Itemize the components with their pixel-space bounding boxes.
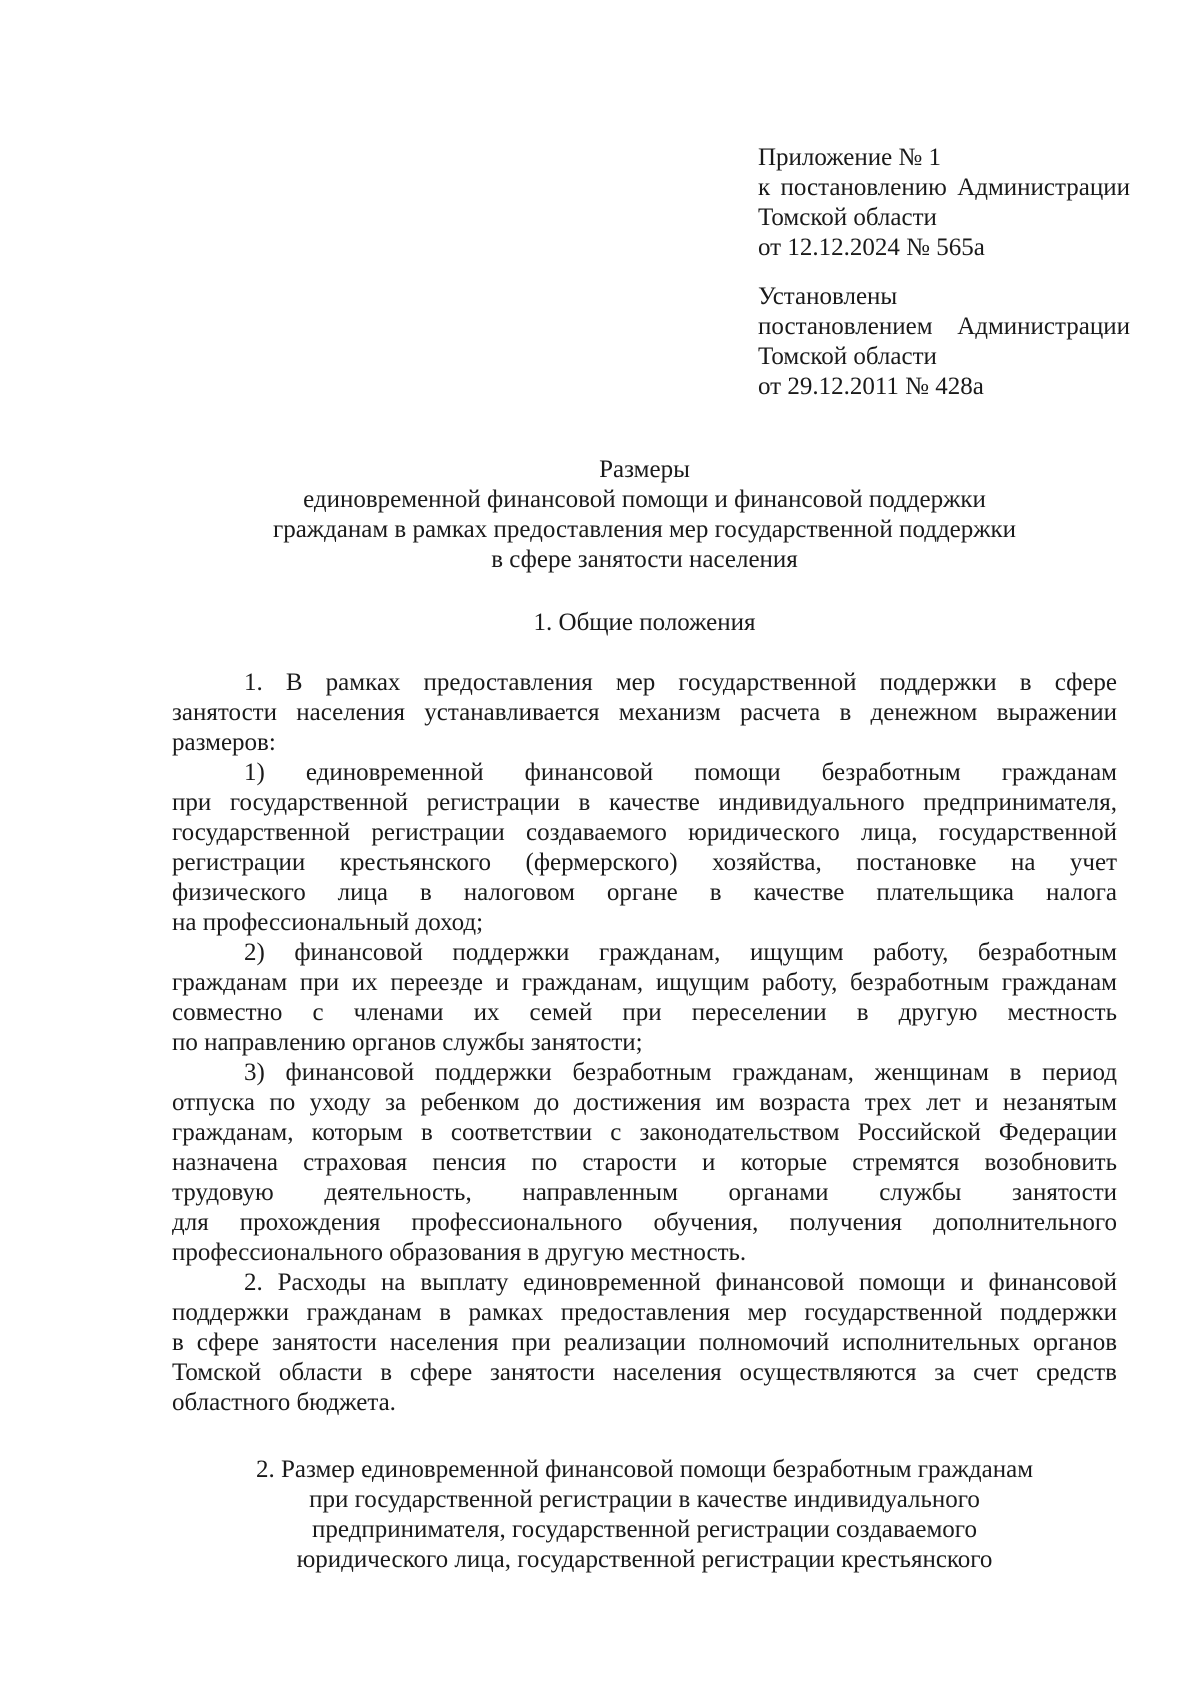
annex-line: Томской области	[758, 204, 937, 231]
paragraph-line: областного бюджета.	[172, 1389, 396, 1416]
paragraph-line: занятости населения устанавливается механизм расчета в денежном выражении	[172, 699, 1117, 726]
paragraph-line: назначена страховая пенсия по старости и которые стремятся возобновить	[172, 1149, 1117, 1176]
paragraph-line: трудовую деятельность, направленным органами службы занятости	[172, 1179, 1117, 1206]
section-heading	[172, 1455, 1117, 1575]
paragraph	[172, 668, 1117, 758]
paragraph-line: 2. Расходы на выплату единовременной финансовой помощи и финансовой	[244, 1269, 1117, 1296]
heading-line: юридического лица, государственной регистрации крестьянского	[296, 1546, 993, 1573]
paragraph-line: регистрации крестьянского (фермерского) хозяйства, постановке на учет	[172, 849, 1117, 876]
paragraph-line: гражданам, которым в соответствии с законодательством Российской Федерации	[172, 1119, 1117, 1146]
annex-line: Приложение № 1	[758, 144, 942, 171]
paragraph-line: профессионального образования в другую местность.	[172, 1239, 747, 1266]
paragraph-line: в сфере занятости населения при реализации полномочий исполнительных органов	[172, 1329, 1117, 1356]
paragraph-line: физического лица в налоговом органе в качестве плательщика налога	[172, 879, 1117, 906]
paragraph	[172, 1268, 1117, 1418]
paragraph-line: 1) единовременной финансовой помощи безработным гражданам	[244, 759, 1117, 786]
title-line: гражданам в рамках предоставления мер государственной поддержки	[272, 516, 1017, 543]
paragraph-line: для прохождения профессионального обучения, получения дополнительного	[172, 1209, 1117, 1236]
paragraph-line: размеров:	[172, 729, 276, 756]
paragraph-line: 2) финансовой поддержки гражданам, ищущим работу, безработным	[244, 939, 1117, 966]
heading-line: предпринимателя, государственной регистрации создаваемого	[312, 1516, 977, 1543]
list-item	[172, 758, 1117, 938]
established-line: Томской области	[758, 343, 937, 370]
title-line: единовременной финансовой помощи и финансовой поддержки	[303, 486, 986, 513]
list-item	[172, 1058, 1117, 1268]
established-line: постановлением Администрации	[758, 313, 1130, 340]
paragraph-line: при государственной регистрации в качестве индивидуального предпринимателя,	[172, 789, 1117, 816]
established-line: от 29.12.2011 № 428а	[758, 373, 984, 400]
established-reference	[758, 282, 1130, 402]
paragraph-line: гражданам при их переезде и гражданам, ищущим работу, безработным гражданам	[172, 969, 1117, 996]
section-heading: 1. Общие положения	[533, 609, 756, 636]
annex-line: от 12.12.2024 № 565а	[758, 234, 985, 261]
paragraph-line: на профессиональный доход;	[172, 909, 484, 936]
paragraph-line: отпуска по уходу за ребенком до достижения им возраста трех лет и незанятым	[172, 1089, 1117, 1116]
paragraph-line: Томской области в сфере занятости населения осуществляются за счет средств	[172, 1359, 1117, 1386]
paragraph-line: по направлению органов службы занятости;	[172, 1029, 643, 1056]
heading-line: при государственной регистрации в качестве индивидуального	[309, 1486, 980, 1513]
annex-line: к постановлению Администрации	[758, 174, 1130, 201]
heading-line: 2. Размер единовременной финансовой помощи безработным гражданам	[255, 1456, 1034, 1483]
paragraph-line: государственной регистрации создаваемого юридического лица, государственной	[172, 819, 1117, 846]
section-body	[172, 668, 1117, 1418]
annex-reference	[758, 143, 1130, 263]
title-line: Размеры	[599, 456, 690, 483]
paragraph-line: совместно с членами их семей при переселении в другую местность	[172, 999, 1117, 1026]
established-line: Установлены	[758, 283, 898, 310]
list-item	[172, 938, 1117, 1058]
document-title	[172, 455, 1117, 575]
paragraph-line: 1. В рамках предоставления мер государственной поддержки в сфере	[244, 669, 1117, 696]
paragraph-line: поддержки гражданам в рамках предоставления мер государственной поддержки	[172, 1299, 1117, 1326]
title-line: в сфере занятости населения	[491, 546, 798, 573]
paragraph-line: 3) финансовой поддержки безработным гражданам, женщинам в период	[244, 1059, 1117, 1086]
